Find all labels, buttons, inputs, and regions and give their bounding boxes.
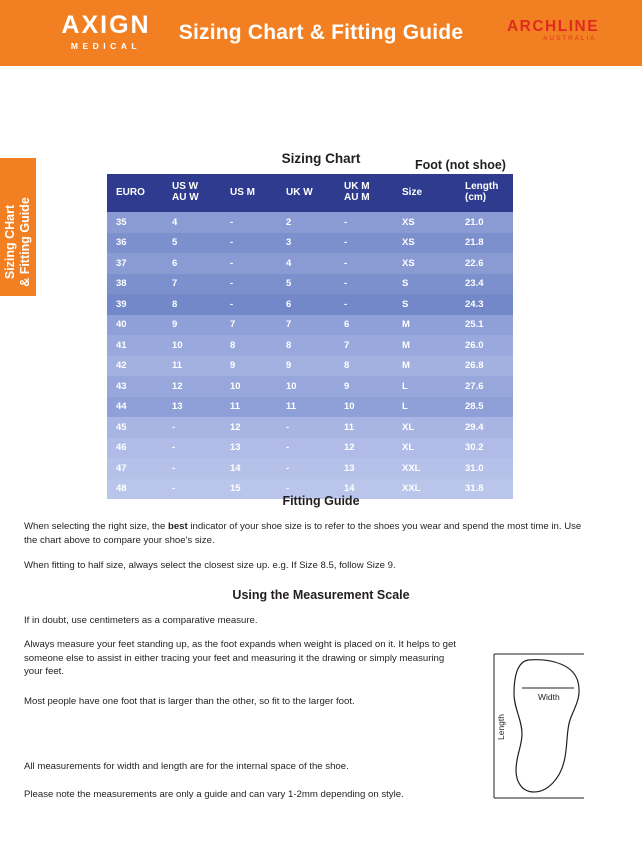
- cell-size: XS: [393, 253, 453, 274]
- cell-us-w: -: [163, 417, 221, 438]
- cell-length: 24.3: [453, 294, 513, 315]
- cell-size: XXL: [393, 458, 453, 479]
- cell-length: 31.8: [453, 479, 513, 500]
- cell-length: 26.0: [453, 335, 513, 356]
- cell-size: S: [393, 294, 453, 315]
- cell-us-m: 11: [221, 397, 277, 418]
- cell-uk-w: 4: [277, 253, 335, 274]
- table-row: [107, 274, 513, 295]
- side-tab-line1: Sizing CHart: [3, 204, 17, 280]
- cell-size: XL: [393, 438, 453, 459]
- cell-euro: 41: [107, 335, 163, 356]
- cell-length: 23.4: [453, 274, 513, 295]
- cell-us-m: 7: [221, 315, 277, 336]
- cell-size: S: [393, 274, 453, 295]
- measurement-scale-heading: Using the Measurement Scale: [232, 588, 410, 602]
- cell-euro: 39: [107, 294, 163, 315]
- cell-uk-m: 14: [335, 479, 393, 500]
- cell-uk-m: 8: [335, 356, 393, 377]
- cell-uk-m: -: [335, 212, 393, 233]
- side-tab: [0, 158, 36, 296]
- cell-uk-m: -: [335, 233, 393, 254]
- column-header-uk-w: [277, 174, 335, 212]
- cell-size: XS: [393, 233, 453, 254]
- cell-size: XL: [393, 417, 453, 438]
- foot-measurement-diagram: [488, 650, 618, 802]
- cell-euro: 35: [107, 212, 163, 233]
- archline-australia-subtitle: AUSTRALIA: [543, 36, 597, 42]
- page-header: [0, 0, 642, 66]
- cell-us-m: 15: [221, 479, 277, 500]
- cell-uk-m: 11: [335, 417, 393, 438]
- cell-uk-m: 6: [335, 315, 393, 336]
- table-row: [107, 397, 513, 418]
- cell-us-w: -: [163, 438, 221, 459]
- cell-uk-w: 10: [277, 376, 335, 397]
- para-1-pre: When selecting the right size, the: [24, 521, 168, 532]
- column-header-size: [393, 174, 453, 212]
- fitting-guide-heading: Fitting Guide: [282, 494, 360, 508]
- column-header-us-w: [163, 174, 221, 212]
- column-header-uk-m: [335, 174, 393, 212]
- cell-euro: 40: [107, 315, 163, 336]
- cell-us-m: 10: [221, 376, 277, 397]
- cell-uk-w: 3: [277, 233, 335, 254]
- cell-uk-w: 5: [277, 274, 335, 295]
- column-header-us-m: [221, 174, 277, 212]
- cell-us-w: 5: [163, 233, 221, 254]
- cell-euro: 44: [107, 397, 163, 418]
- measurement-paragraph-2: Always measure your feet standing up, as the foot expands when weight is placed on it. It helps to get someone else to assist in either tracing your feet and measuring it the drawing or simply measuring your feet.: [24, 639, 456, 677]
- cell-euro: 36: [107, 233, 163, 254]
- table-row: [107, 315, 513, 336]
- foot-not-shoe-note: Foot (not shoe): [415, 158, 506, 172]
- cell-uk-w: -: [277, 417, 335, 438]
- cell-size: XXL: [393, 479, 453, 500]
- column-header-length-line1: Length: [465, 181, 499, 192]
- cell-euro: 38: [107, 274, 163, 295]
- measurement-paragraph-1: If in doubt, use centimeters as a comparative measure.: [24, 615, 258, 626]
- table-row: [107, 294, 513, 315]
- cell-us-m: -: [221, 294, 277, 315]
- cell-length: 30.2: [453, 438, 513, 459]
- column-header-length-line2: (cm): [465, 192, 487, 203]
- cell-size: L: [393, 376, 453, 397]
- table-row: [107, 233, 513, 254]
- cell-euro: 45: [107, 417, 163, 438]
- column-header-uk-m-line2: AU M: [344, 192, 370, 203]
- cell-us-m: -: [221, 253, 277, 274]
- cell-uk-w: 9: [277, 356, 335, 377]
- cell-uk-m: -: [335, 253, 393, 274]
- cell-us-w: 7: [163, 274, 221, 295]
- column-header-us-w-line1: US W: [172, 181, 199, 192]
- cell-us-m: 14: [221, 458, 277, 479]
- cell-length: 27.6: [453, 376, 513, 397]
- column-header-size-line1: Size: [402, 186, 423, 198]
- cell-euro: 48: [107, 479, 163, 500]
- cell-us-w: 6: [163, 253, 221, 274]
- cell-uk-m: 10: [335, 397, 393, 418]
- sizing-chart-title: Sizing Chart: [281, 151, 361, 166]
- sizing-chart-table: [107, 174, 513, 499]
- cell-uk-m: 12: [335, 438, 393, 459]
- cell-uk-w: 11: [277, 397, 335, 418]
- cell-uk-w: 7: [277, 315, 335, 336]
- cell-euro: 42: [107, 356, 163, 377]
- cell-length: 21.8: [453, 233, 513, 254]
- cell-us-w: 4: [163, 212, 221, 233]
- cell-size: M: [393, 315, 453, 336]
- cell-us-m: 8: [221, 335, 277, 356]
- cell-us-m: -: [221, 274, 277, 295]
- cell-length: 25.1: [453, 315, 513, 336]
- diagram-width-label: Width: [538, 692, 560, 702]
- cell-us-w: 8: [163, 294, 221, 315]
- table-row: [107, 376, 513, 397]
- cell-uk-w: 8: [277, 335, 335, 356]
- cell-us-w: 13: [163, 397, 221, 418]
- cell-size: L: [393, 397, 453, 418]
- cell-euro: 47: [107, 458, 163, 479]
- measurement-paragraph-4: All measurements for width and length are for the internal space of the shoe.: [24, 761, 349, 772]
- cell-us-m: 13: [221, 438, 277, 459]
- cell-euro: 43: [107, 376, 163, 397]
- column-header-uk-w-line1: UK W: [286, 186, 313, 198]
- cell-us-w: 11: [163, 356, 221, 377]
- cell-us-w: 12: [163, 376, 221, 397]
- cell-uk-w: -: [277, 438, 335, 459]
- side-tab-line2: & Fitting Guide: [18, 197, 32, 287]
- column-header-us-w-line2: AU W: [172, 192, 199, 203]
- table-row: [107, 335, 513, 356]
- cell-length: 22.6: [453, 253, 513, 274]
- cell-us-m: 9: [221, 356, 277, 377]
- fitting-guide-paragraph-2: When fitting to half size, always select the closest size up. e.g. If Size 8.5, follow Size 9.: [24, 560, 396, 571]
- column-header-us-m-line1: US M: [230, 186, 255, 198]
- measurement-paragraph-5: Please note the measurements are only a guide and can vary 1-2mm depending on style.: [24, 789, 404, 800]
- cell-uk-w: -: [277, 458, 335, 479]
- table-header-row: [107, 174, 513, 212]
- cell-us-w: 10: [163, 335, 221, 356]
- para-1-bold: best: [167, 521, 188, 532]
- cell-length: 29.4: [453, 417, 513, 438]
- cell-us-m: 12: [221, 417, 277, 438]
- table-row: [107, 417, 513, 438]
- page-title: Sizing Chart & Fitting Guide: [178, 21, 464, 44]
- cell-uk-m: 9: [335, 376, 393, 397]
- cell-uk-m: -: [335, 294, 393, 315]
- cell-size: XS: [393, 212, 453, 233]
- cell-uk-m: 7: [335, 335, 393, 356]
- cell-us-w: -: [163, 479, 221, 500]
- cell-uk-m: 13: [335, 458, 393, 479]
- cell-size: M: [393, 356, 453, 377]
- cell-uk-w: -: [277, 479, 335, 500]
- cell-length: 21.0: [453, 212, 513, 233]
- column-header-length: [453, 174, 513, 212]
- cell-us-w: 9: [163, 315, 221, 336]
- cell-us-m: -: [221, 212, 277, 233]
- foot-outline-icon: [488, 650, 618, 802]
- table-row: [107, 438, 513, 459]
- cell-size: M: [393, 335, 453, 356]
- cell-length: 28.5: [453, 397, 513, 418]
- column-header-euro: [107, 174, 163, 212]
- side-tab-label: [3, 173, 33, 311]
- axign-wordmark: AXIGN: [61, 11, 151, 39]
- archline-logo: [488, 18, 618, 42]
- diagram-length-label: Length: [496, 714, 506, 740]
- cell-uk-w: 6: [277, 294, 335, 315]
- cell-length: 31.0: [453, 458, 513, 479]
- axign-medical-subtitle: MEDICAL: [70, 41, 142, 51]
- cell-uk-m: -: [335, 274, 393, 295]
- cell-length: 26.8: [453, 356, 513, 377]
- column-header-uk-m-line1: UK M: [344, 181, 370, 192]
- fitting-guide-paragraph-1: [24, 520, 594, 547]
- measurement-paragraph-3: Most people have one foot that is larger than the other, so fit to the larger foot.: [24, 696, 355, 707]
- archline-wordmark: ARCHLINE: [506, 18, 600, 35]
- cell-uk-w: 2: [277, 212, 335, 233]
- cell-us-m: -: [221, 233, 277, 254]
- cell-euro: 37: [107, 253, 163, 274]
- table-row: [107, 253, 513, 274]
- column-header-euro-line1: EURO: [116, 186, 145, 198]
- cell-us-w: -: [163, 458, 221, 479]
- para-1-post: indicator of your shoe size is to refer to the shoes you wear and spend the most time in. Use the chart above to compare your shoe's size.: [24, 521, 582, 546]
- table-row: [107, 356, 513, 377]
- table-row: [107, 212, 513, 233]
- table-row: [107, 458, 513, 479]
- cell-euro: 46: [107, 438, 163, 459]
